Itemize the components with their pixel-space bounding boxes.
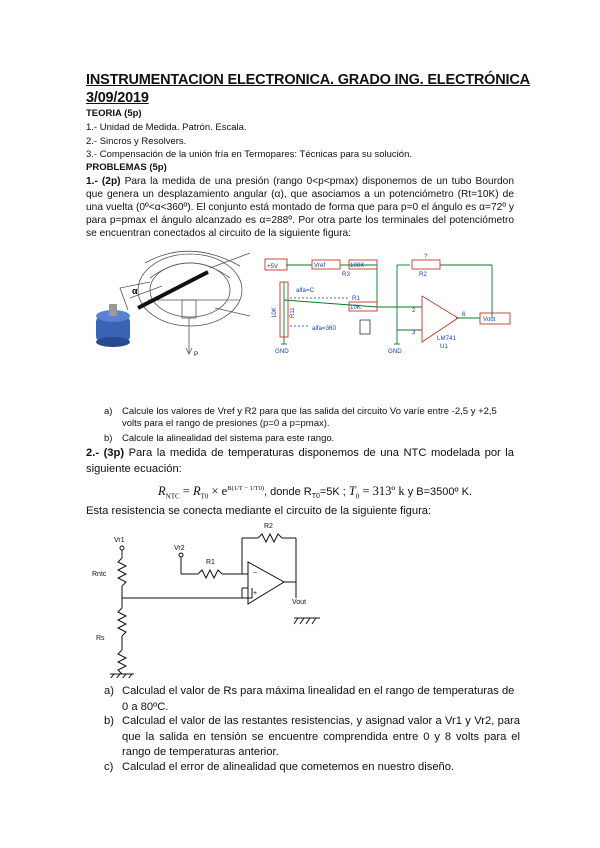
problem-2-number: 2.- [86, 447, 104, 459]
p1-q-b-text: Calcule la alinealidad del sistema para este rango. [122, 433, 335, 444]
pin-6: 6 [462, 311, 466, 318]
circuit-1 [262, 252, 524, 356]
eq-exponent: B(1/T − 1/T0) [227, 484, 264, 492]
pin-2: 2 [412, 307, 416, 314]
r2-label: R2 [419, 271, 427, 278]
teoria-item-1: 1.- Unidad de Medida. Patrón. Escala. [86, 122, 247, 133]
r2-2-label: R2 [264, 523, 273, 530]
eq-rt0: R [192, 484, 201, 498]
eq-t0-sub: 0 [355, 492, 360, 501]
alfa-360-label: alfa=360 [312, 325, 336, 332]
exam-title: INSTRUMENTACION ELECTRONICA. GRADO ING. ELECTRÓNICA [86, 72, 530, 88]
alfa-c-label: alfa=C [296, 287, 315, 294]
exam-date: 3/09/2019 [86, 90, 149, 106]
problem-2-text: Para la medida de temperaturas disponemos de una NTC modelada por la siguiente ecuación: [86, 447, 514, 475]
p2-q-b-label: b) [104, 715, 114, 727]
problem-2-intro2: Esta resistencia se conecta mediante el circuito de la siguiente figura: [86, 505, 432, 517]
eq-t0: T [348, 484, 356, 498]
problem-1-text: Para la medida de una presión (rango 0<p<pmax) disponemos de un tubo Bourdon que genera un desplazamiento angular (α), que asociamos a un potenciómetro (Rt=10K) de una vuelta (0º<α<360º). El conjunto está montado de forma que para p=0 el ángulo es α=72º y para p=pmax el ángulo alcanzado es α=288º. Por otra parte los terminales del potenciómetro se encuentran conectados al circuito de la siguiente figura: [86, 176, 514, 239]
eq-rntc-sub: NTC [165, 492, 180, 501]
eq-donde-val: =5K ; [319, 486, 349, 498]
v5-label: +5V [267, 263, 279, 270]
eq-t0-val: = 313º k [359, 484, 405, 498]
eq-times-e: × e [208, 484, 228, 498]
r1-value: 10K [350, 304, 362, 311]
problem-1-statement [86, 175, 514, 240]
eq-b: y B=3500º K. [404, 486, 472, 498]
vout-2-label: Vout [292, 599, 307, 606]
problem-2-points: (3p) [103, 447, 125, 459]
vr2-label: Vr2 [174, 545, 185, 552]
bourdon-figure [90, 238, 260, 358]
opamp-ref: U1 [440, 343, 448, 350]
r3-value: 100K [350, 262, 365, 269]
p2-q-b-text: Calculad el valor de las restantes resistencias, y asignad valor a Vr1 y Vr2, para que la salida en tensión se encuentre comprendida entre 0 y 8 volts para el rango de temperaturas anterior. [122, 715, 520, 758]
teoria-item-3: 3.- Compensación de la unión fría en Termopares: Técnicas para su solución. [86, 149, 412, 160]
alpha-label: α [132, 286, 138, 296]
eq-donde: , donde R [264, 486, 312, 498]
r2-value: ? [424, 253, 428, 260]
problem-1-number: 1.- [86, 176, 102, 187]
p1-q-a-text: Calcule los valores de Vref y R2 para que las salida del circuito Vo varíe entre -2,5 y +2,5 volts para el rango de presiones (p=0 a p=pmax). [122, 406, 497, 429]
teoria-item-2: 2.- Sincros y Resolvers. [86, 136, 187, 147]
p1-q-a-label: a) [104, 406, 113, 417]
eq-equals: = [179, 484, 193, 498]
pressure-label: P [194, 352, 199, 358]
pointer-shaft [138, 272, 208, 308]
vout-label: Vout [483, 316, 496, 323]
eq-donde-sub: T0 [311, 493, 320, 501]
r3-label: R3 [342, 271, 350, 278]
ntc-equation [158, 484, 472, 501]
opamp-model: LM741 [437, 335, 456, 342]
eq-rt0-sub: T0 [200, 492, 209, 501]
rs-label: Rs [96, 635, 105, 642]
pin-3: 3 [412, 329, 416, 336]
opamp2-plus: + [253, 590, 258, 597]
problemas-heading: PROBLEMAS (5p) [86, 162, 167, 173]
circuit-2 [80, 518, 340, 678]
p2-q-a-label: a) [104, 685, 114, 697]
pot-name: R11 [290, 307, 296, 318]
gnd-1-label: GND [275, 348, 289, 355]
problem-1-points: (2p) [101, 176, 121, 187]
gnd-2-label: GND [388, 348, 402, 355]
r1-2-label: R1 [206, 559, 215, 566]
r1-label: R1 [352, 295, 360, 302]
p2-q-a-text: Calculad el valor de Rs para máxima linealidad en el rango de temperaturas de 0 a 80ºC. [122, 685, 515, 713]
eq-rntc: R [158, 484, 166, 498]
p1-q-b-label: b) [104, 433, 113, 444]
p2-q-c-label: c) [104, 761, 114, 773]
p2-q-c-text: Calculad el error de alinealidad que cometemos en nuestro diseño. [122, 761, 455, 773]
problem-2-statement [86, 446, 514, 477]
vref-label: Vref [314, 262, 326, 269]
rntc-label: Rntc [92, 571, 107, 578]
vr1-label: Vr1 [114, 537, 125, 544]
opamp2-minus: − [253, 570, 258, 577]
pot-value: 10K [272, 307, 278, 318]
potentiometer-icon [96, 304, 130, 347]
teoria-heading: TEORIA (5p) [86, 108, 142, 119]
